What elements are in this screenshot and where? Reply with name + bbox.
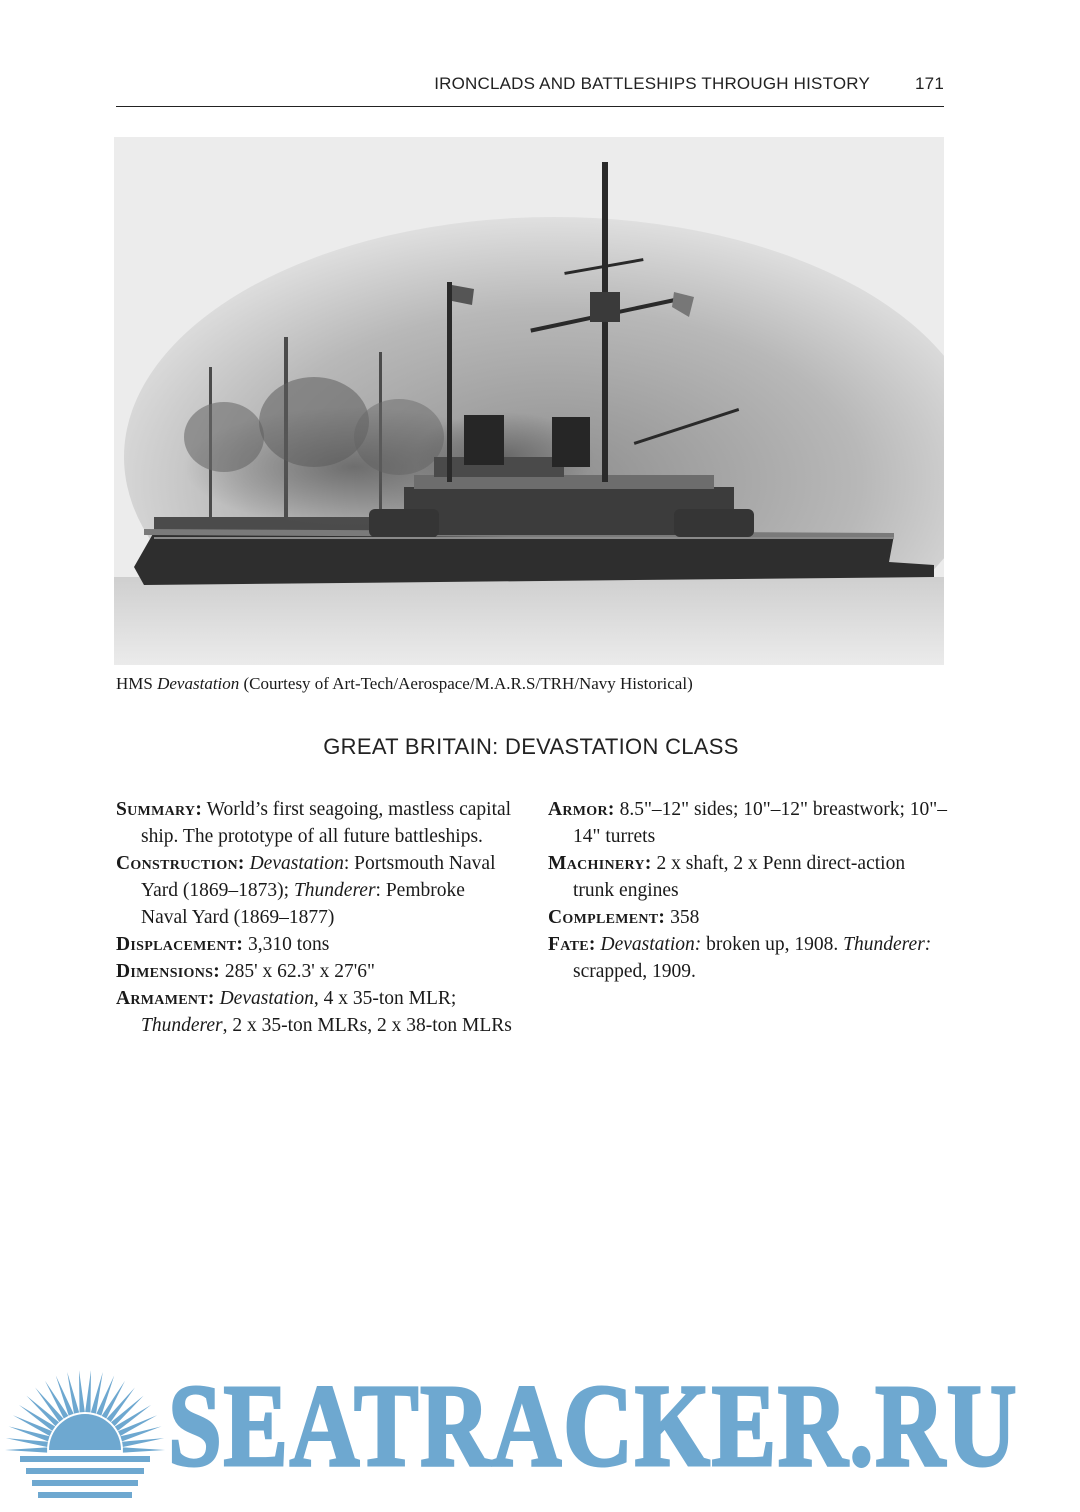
sun-ray: [6, 1438, 48, 1447]
caption-prefix: HMS: [116, 674, 158, 693]
running-head: [116, 70, 944, 107]
spec-machinery: [548, 850, 948, 904]
caption-ship-name: Devastation: [157, 674, 240, 693]
spec-ship-name: Devastation: [249, 853, 344, 874]
spec-ship-name: Thunderer: [141, 1015, 223, 1036]
spec-text: 358: [665, 907, 700, 928]
ship-illustration: [114, 137, 944, 665]
spec-label: Construction:: [116, 853, 245, 874]
spec-label: Fate:: [548, 934, 596, 955]
spec-text: 285' x 62.3' x 27'6": [220, 961, 376, 982]
spec-label: Displacement:: [116, 934, 244, 955]
spec-ship-name: Thunderer: [293, 880, 376, 901]
spec-label: Machinery:: [548, 853, 652, 874]
specs-column-right: [548, 796, 948, 985]
ship-photograph: [114, 137, 944, 665]
spec-text: scrapped, 1909.: [573, 961, 696, 982]
sun-ray: [79, 1370, 85, 1412]
spec-ship-name: Devastation:: [600, 934, 702, 955]
spec-complement: [548, 904, 948, 931]
watermark-text: SEATRACKER.RU: [168, 1360, 1019, 1491]
spec-dimensions: [116, 958, 516, 985]
spec-label: Armament:: [116, 988, 215, 1009]
spec-label: Dimensions:: [116, 961, 221, 982]
spec-fate: [548, 931, 948, 985]
sun-ray: [56, 1376, 74, 1416]
spec-label: Complement:: [548, 907, 666, 928]
page-number: 171: [915, 74, 944, 93]
sun-ray: [5, 1447, 47, 1452]
spec-text: World’s first seagoing, mastless capital ship. The prototype of all future battleships.: [141, 799, 512, 847]
spec-summary: [116, 796, 516, 850]
sun-ray: [85, 1370, 91, 1412]
water-line: [20, 1456, 150, 1462]
caption-credit: (Courtesy of Art-Tech/Aerospace/M.A.R.S/TRH/Navy Historical): [239, 674, 693, 693]
photo-caption: [116, 674, 946, 694]
spec-armament: [116, 985, 516, 1039]
section-title: GREAT BRITAIN: DEVASTATION CLASS: [323, 734, 739, 759]
spec-text: , 4 x 35-ton MLR;: [313, 988, 457, 1009]
specs-column-left: [116, 796, 516, 1039]
spec-text: 2 x shaft, 2 x Penn direct-action trunk engines: [573, 853, 906, 901]
spec-label: Summary:: [116, 799, 203, 820]
spec-label: Armor:: [548, 799, 615, 820]
spec-text: 3,310 tons: [243, 934, 330, 955]
running-head-title: IRONCLADS AND BATTLESHIPS THROUGH HISTORY: [434, 74, 870, 93]
spec-text: broken up, 1908.: [701, 934, 844, 955]
spec-displacement: [116, 931, 516, 958]
spec-text: , 2 x 35-ton MLRs, 2 x 38-ton MLRs: [222, 1015, 512, 1036]
water-line: [32, 1480, 138, 1486]
sun-ray: [96, 1376, 114, 1416]
spec-text: : Pembroke Naval Yard (1869–1877): [141, 880, 465, 928]
spec-text: : Portsmouth Naval Yard (1869–1873);: [141, 853, 496, 901]
spec-text: 8.5"–12" sides; 10"–12" breastwork; 10"–14" turrets: [573, 799, 947, 847]
spec-construction: [116, 850, 516, 931]
spec-ship-name: Devastation: [219, 988, 314, 1009]
sun-ray: [123, 1447, 165, 1452]
sun-ray: [122, 1438, 164, 1447]
water-line: [38, 1492, 132, 1498]
water-line: [26, 1468, 144, 1474]
sun-icon: [5, 1370, 165, 1498]
spec-ship-name: Thunderer:: [843, 934, 932, 955]
spec-armor: [548, 796, 948, 850]
